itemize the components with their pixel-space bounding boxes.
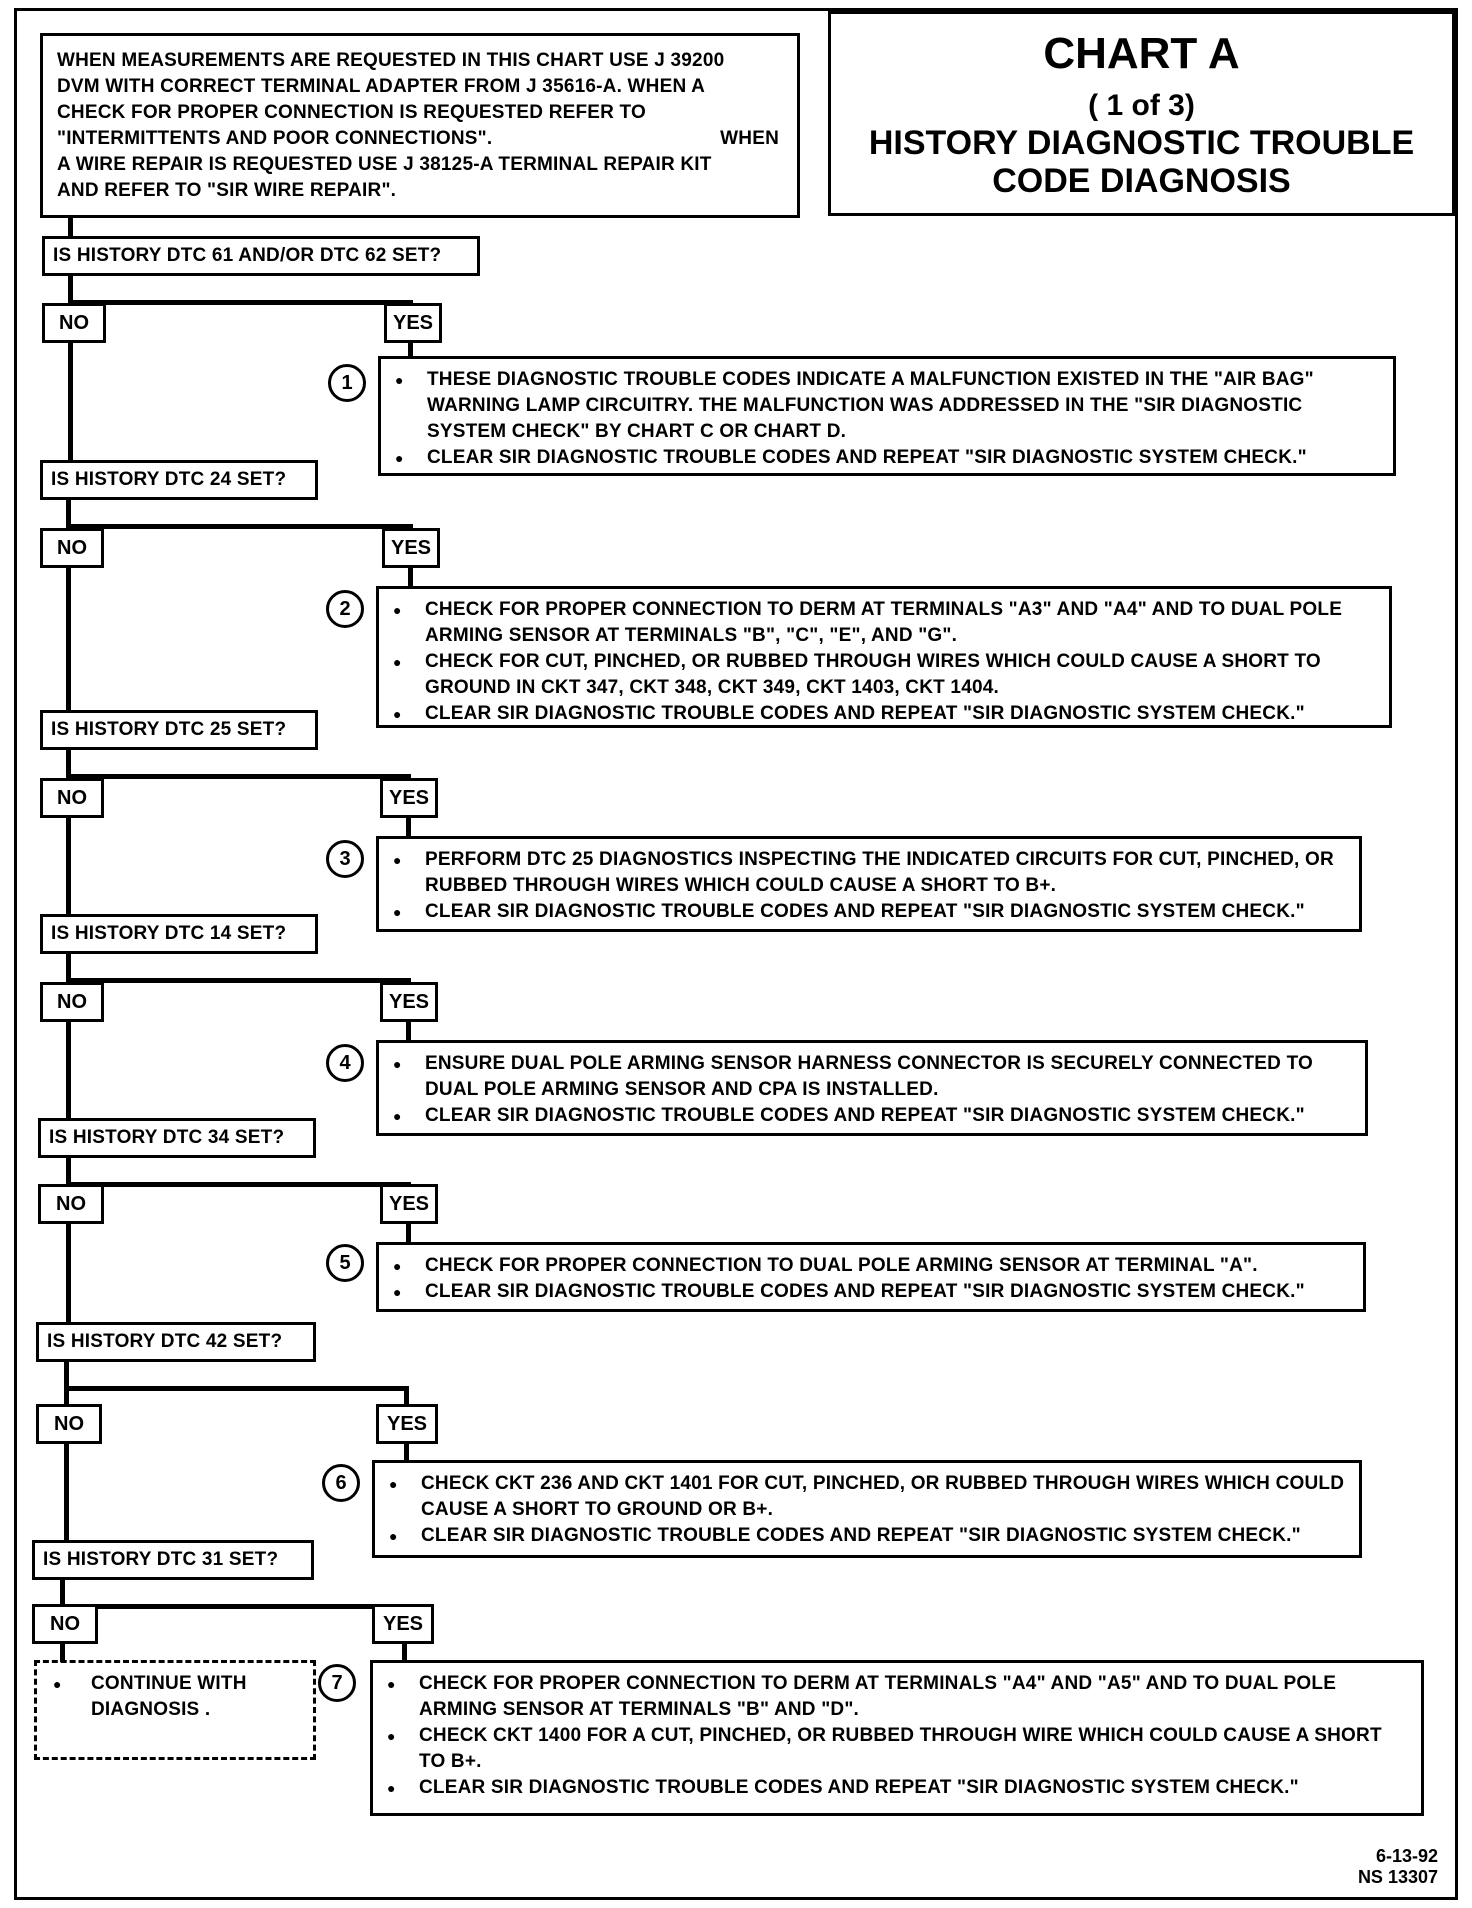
action-item: ● ENSURE DUAL POLE ARMING SENSOR HARNESS CONNECTOR IS SECURELY CONNECTED TO DUAL POLE ARMING SENSOR AND CPA IS INSTALLED. xyxy=(389,1051,1355,1103)
action-box xyxy=(376,1040,1368,1136)
no-label: NO xyxy=(40,778,104,818)
no-label: NO xyxy=(36,1404,102,1444)
step-number-badge: 7 xyxy=(318,1664,356,1702)
action-item: ● CHECK CKT 236 AND CKT 1401 FOR CUT, PINCHED, OR RUBBED THROUGH WIRES WHICH COULD CAUSE A SHORT TO GROUND OR B+. xyxy=(385,1471,1349,1523)
flow-line xyxy=(66,816,71,916)
continue-text: ● CONTINUE WITH DIAGNOSIS . xyxy=(47,1671,303,1723)
question-box: IS HISTORY DTC 25 SET? xyxy=(40,710,318,750)
step-number-badge: 6 xyxy=(322,1464,360,1502)
action-box xyxy=(372,1460,1362,1558)
action-list xyxy=(389,1253,1353,1305)
intro-note xyxy=(40,33,800,218)
action-item: ● CLEAR SIR DIAGNOSTIC TROUBLE CODES AND REPEAT "SIR DIAGNOSTIC SYSTEM CHECK." xyxy=(383,1775,1411,1801)
flow-line xyxy=(66,774,411,779)
no-label: NO xyxy=(38,1184,104,1224)
intro-line: DVM WITH CORRECT TERMINAL ADAPTER FROM J 35616-A. WHEN A xyxy=(57,76,706,97)
flow-line xyxy=(404,1442,409,1462)
step-number-badge: 1 xyxy=(328,364,366,402)
footer-date: 6-13-92 xyxy=(1375,1846,1438,1866)
no-label: NO xyxy=(40,528,104,568)
intro-line-part: WHEN xyxy=(720,128,779,149)
step-number-badge: 3 xyxy=(326,840,364,878)
action-item: ● THESE DIAGNOSTIC TROUBLE CODES INDICATE A MALFUNCTION EXISTED IN THE "AIR BAG" WARNING LAMP CIRCUITRY. THE MALFUNCTION WAS ADDRESSED IN THE "SIR DIAGNOSTIC SYSTEM CHECK" BY CHART C OR CHART D. xyxy=(391,367,1383,445)
action-item: ● CHECK FOR PROPER CONNECTION TO DUAL POLE ARMING SENSOR AT TERMINAL "A". xyxy=(389,1253,1353,1279)
flow-line xyxy=(68,300,413,305)
flow-line xyxy=(64,1386,409,1391)
yes-label: YES xyxy=(384,303,442,343)
connector-line xyxy=(68,218,73,236)
yes-label: YES xyxy=(382,528,440,568)
chart-title-box xyxy=(828,11,1455,216)
chart-frame xyxy=(14,8,1458,1900)
flow-line xyxy=(60,1642,65,1662)
action-item: ● CHECK FOR PROPER CONNECTION TO DERM AT TERMINALS "A3" AND "A4" AND TO DUAL POLE ARMING SENSOR AT TERMINALS "B", "C", "E", AND "G". xyxy=(389,597,1379,649)
flow-line xyxy=(402,1642,407,1662)
action-item: ● CLEAR SIR DIAGNOSTIC TROUBLE CODES AND REPEAT "SIR DIAGNOSTIC SYSTEM CHECK." xyxy=(385,1523,1349,1549)
action-list xyxy=(389,1051,1355,1129)
chart-subtitle-line1: HISTORY DIAGNOSTIC TROUBLE xyxy=(868,123,1415,162)
action-item: ● CHECK FOR PROPER CONNECTION TO DERM AT TERMINALS "A4" AND "A5" AND TO DUAL POLE ARMING SENSOR AT TERMINALS "B" AND "D". xyxy=(383,1671,1411,1723)
question-box: IS HISTORY DTC 42 SET? xyxy=(36,1322,316,1362)
flow-line xyxy=(406,1222,411,1244)
action-list xyxy=(383,1671,1411,1801)
action-list xyxy=(389,847,1349,925)
flow-line xyxy=(404,1386,409,1406)
no-label: NO xyxy=(40,982,104,1022)
flow-line xyxy=(64,1360,69,1406)
question-box: IS HISTORY DTC 14 SET? xyxy=(40,914,318,954)
flow-line xyxy=(66,524,413,529)
continue-with-diagnosis-box xyxy=(34,1660,316,1760)
yes-label: YES xyxy=(380,1184,438,1224)
flow-line xyxy=(66,1020,71,1120)
flow-line xyxy=(64,1442,69,1542)
action-item: ● PERFORM DTC 25 DIAGNOSTICS INSPECTING THE INDICATED CIRCUITS FOR CUT, PINCHED, OR RUBBED THROUGH WIRES WHICH COULD CAUSE A SHORT TO B+. xyxy=(389,847,1349,899)
action-item: ● CHECK FOR CUT, PINCHED, OR RUBBED THROUGH WIRES WHICH COULD CAUSE A SHORT TO GROUND IN CKT 347, CKT 348, CKT 349, CKT 1403, CKT 1404. xyxy=(389,649,1379,701)
action-box xyxy=(378,356,1396,476)
flow-line xyxy=(66,566,71,712)
question-box: IS HISTORY DTC 34 SET? xyxy=(38,1118,316,1158)
action-item: ● CLEAR SIR DIAGNOSTIC TROUBLE CODES AND REPEAT "SIR DIAGNOSTIC SYSTEM CHECK." xyxy=(389,701,1379,727)
question-box: IS HISTORY DTC 61 AND/OR DTC 62 SET? xyxy=(42,236,480,276)
action-list xyxy=(385,1471,1349,1549)
intro-line: CHECK FOR PROPER CONNECTION IS REQUESTED REFER TO xyxy=(57,102,647,123)
action-box xyxy=(376,1242,1366,1312)
chart-page: ( 1 of 3) xyxy=(1088,88,1195,122)
action-list xyxy=(391,367,1383,471)
yes-label: YES xyxy=(376,1404,438,1444)
footer-code: NS 13307 xyxy=(1357,1867,1438,1887)
flow-line xyxy=(406,816,411,838)
question-box: IS HISTORY DTC 24 SET? xyxy=(40,460,318,500)
action-box xyxy=(376,586,1392,728)
intro-line: AND REFER TO "SIR WIRE REPAIR". xyxy=(57,180,397,201)
question-box: IS HISTORY DTC 31 SET? xyxy=(32,1540,314,1580)
footer xyxy=(1358,1846,1438,1888)
yes-label: YES xyxy=(380,778,438,818)
flow-line xyxy=(408,566,413,588)
yes-label: YES xyxy=(380,982,438,1022)
no-label: NO xyxy=(42,303,106,343)
step-number-badge: 5 xyxy=(326,1244,364,1282)
chart-subtitle-line2: CODE DIAGNOSIS xyxy=(992,161,1291,200)
action-item: ● CLEAR SIR DIAGNOSTIC TROUBLE CODES AND REPEAT "SIR DIAGNOSTIC SYSTEM CHECK." xyxy=(389,1279,1353,1305)
action-item: ● CLEAR SIR DIAGNOSTIC TROUBLE CODES AND REPEAT "SIR DIAGNOSTIC SYSTEM CHECK." xyxy=(391,445,1383,471)
action-list xyxy=(389,597,1379,727)
action-item: ● CLEAR SIR DIAGNOSTIC TROUBLE CODES AND REPEAT "SIR DIAGNOSTIC SYSTEM CHECK." xyxy=(389,899,1349,925)
step-number-badge: 2 xyxy=(326,590,364,628)
flow-line xyxy=(60,1604,407,1609)
yes-label: YES xyxy=(372,1604,434,1644)
action-item: ● CLEAR SIR DIAGNOSTIC TROUBLE CODES AND REPEAT "SIR DIAGNOSTIC SYSTEM CHECK." xyxy=(389,1103,1355,1129)
flow-line xyxy=(68,341,73,462)
chart-title: CHART A xyxy=(1043,28,1240,78)
intro-line xyxy=(57,126,783,152)
flow-line xyxy=(66,1182,411,1187)
flow-line xyxy=(406,1020,411,1042)
no-label: NO xyxy=(32,1604,98,1644)
action-box xyxy=(376,836,1362,932)
action-item: ● CHECK CKT 1400 FOR A CUT, PINCHED, OR RUBBED THROUGH WIRE WHICH COULD CAUSE A SHORT TO B+. xyxy=(383,1723,1411,1775)
intro-line: WHEN MEASUREMENTS ARE REQUESTED IN THIS CHART USE J 39200 xyxy=(57,50,725,71)
step-number-badge: 4 xyxy=(326,1044,364,1082)
action-box xyxy=(370,1660,1424,1816)
intro-line: A WIRE REPAIR IS REQUESTED USE J 38125-A TERMINAL REPAIR KIT xyxy=(57,154,712,175)
flow-line xyxy=(60,1578,65,1606)
flow-line xyxy=(66,978,411,983)
flow-line xyxy=(66,1222,71,1324)
intro-line-part: "INTERMITTENTS AND POOR CONNECTIONS". xyxy=(57,128,493,149)
